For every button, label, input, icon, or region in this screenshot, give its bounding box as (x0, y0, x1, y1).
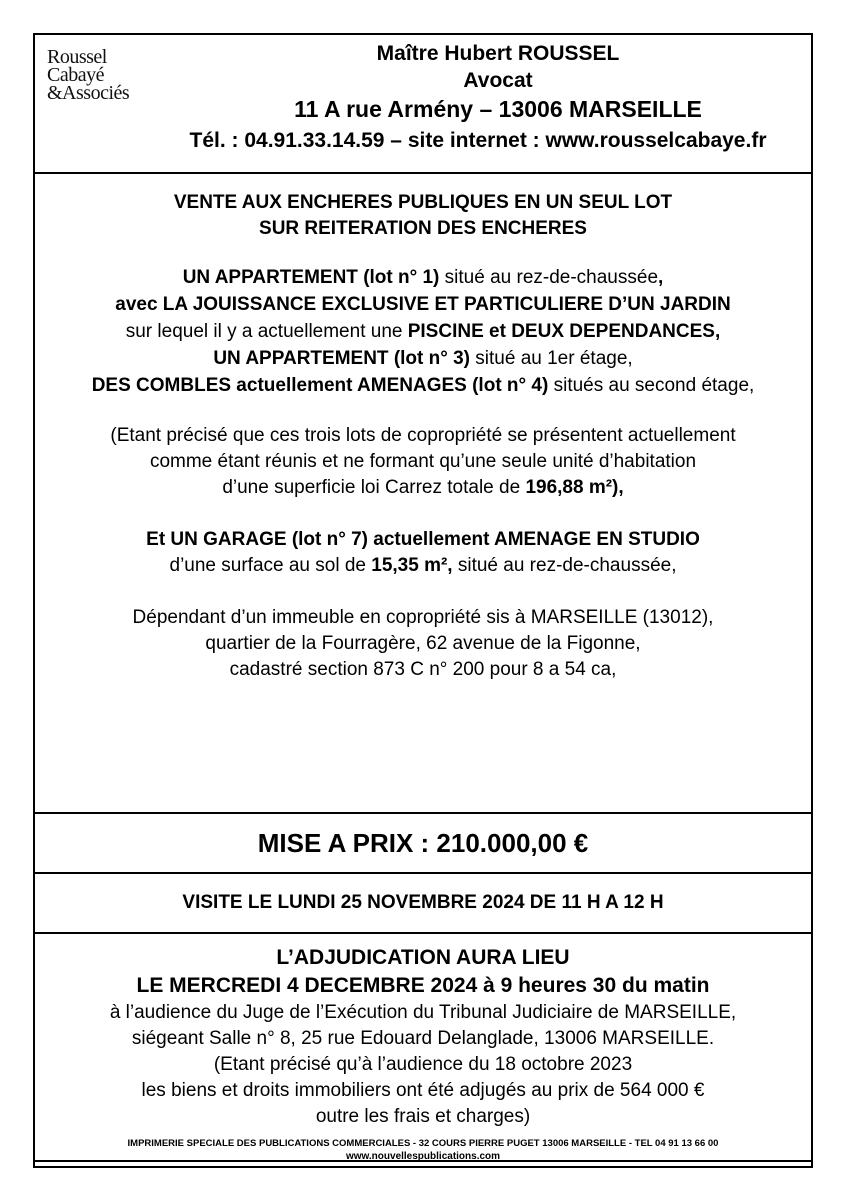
printer-footer (35, 1134, 811, 1166)
lot-3-line (35, 345, 811, 372)
logo-line-2: Cabayé (47, 64, 104, 86)
logo-line-3: &Associés (47, 82, 130, 104)
lawyer-address: 11 A rue Armény – 13006 MARSEILLE (294, 96, 702, 122)
lot-3-title: UN APPARTEMENT (lot n° 3) (213, 348, 471, 369)
lawyer-role: Avocat (463, 69, 533, 92)
adjudication-court: à l’audience du Juge de l’Exécution du Tribunal Judiciaire de MARSEILLE, (109, 1002, 737, 1023)
area-value: 196,88 m²), (525, 477, 624, 498)
adjudication-date: LE MERCREDI 4 DECEMBRE 2024 à 9 heures 30 du matin (136, 974, 710, 997)
building-line-2: quartier de la Fourragère, 62 avenue de la Figonne, (205, 633, 641, 654)
adjudication-note-2: les biens et droits immobiliers ont été adjugés au prix de 564 000 € (141, 1080, 705, 1101)
header-section (35, 35, 811, 174)
garage-surface-location: situé au rez-de-chaussée, (452, 555, 677, 576)
starting-price: MISE A PRIX : 210.000,00 € (257, 828, 589, 858)
sale-title-1: VENTE AUX ENCHERES PUBLIQUES EN UN SEUL LOT (173, 192, 673, 213)
adjudication-note-1: (Etant précisé qu’à l’audience du 18 octobre 2023 (213, 1054, 633, 1075)
printer-website: www.nouvellespublications.com (345, 1151, 501, 1162)
garden-line: avec LA JOUISSANCE EXCLUSIVE ET PARTICULIERE D’UN JARDIN (115, 294, 731, 315)
garage-title: Et UN GARAGE (lot n° 7) actuellement AMENAGE EN STUDIO (146, 529, 700, 550)
price-section (35, 814, 811, 874)
lot-1-title: UN APPARTEMENT (lot n° 1) (182, 267, 440, 288)
printer-address: IMPRIMERIE SPECIALE DES PUBLICATIONS COMMERCIALES - 32 COURS PIERRE PUGET 13006 MARSEILLE - TEL 04 91 13 66 00 (127, 1138, 719, 1149)
building-line-1: Dépendant d’un immeuble en copropriété sis à MARSEILLE (13012), (132, 607, 714, 628)
precision-line-2: comme étant réunis et ne formant qu’une seule unité d’habitation (149, 451, 697, 472)
firm-logo (47, 48, 129, 102)
lawyer-contact: Tél. : 04.91.33.14.59 – site internet : www.rousselcabaye.fr (189, 129, 767, 152)
lot-4-location: situés au second étage, (548, 375, 755, 396)
sale-title-2: SUR REITERATION DES ENCHERES (259, 218, 587, 239)
visit-date: VISITE LE LUNDI 25 NOVEMBRE 2024 DE 11 H A 12 H (182, 892, 664, 913)
logo-line-1: Roussel (47, 46, 107, 68)
lot-4-line (35, 372, 811, 399)
garage-surface (35, 553, 811, 579)
lot-1-comma: , (658, 267, 664, 288)
lot-1-location: situé au rez-de-chaussée (439, 267, 659, 288)
visit-section (35, 874, 811, 934)
precision-line-3 (35, 475, 811, 501)
building-line-3: cadastré section 873 C n° 200 pour 8 a 54 ca, (229, 659, 617, 680)
lot-3-location: situé au 1er étage, (470, 348, 633, 369)
garage-surface-prefix: d’une surface au sol de (169, 555, 372, 576)
lot-4-title: DES COMBLES actuellement AMENAGES (lot n° 4) (91, 375, 549, 396)
lawyer-info (185, 40, 811, 157)
sale-section (35, 174, 811, 814)
adjudication-title: L’ADJUDICATION AURA LIEU (276, 946, 570, 969)
pool-features: PISCINE et DEUX DEPENDANCES, (407, 321, 721, 342)
adjudication-section (35, 934, 811, 1162)
precision-line-1: (Etant précisé que ces trois lots de copropriété se présentent actuellement (110, 425, 736, 446)
area-prefix: d’une superficie loi Carrez totale de (222, 477, 526, 498)
lawyer-name: Maître Hubert ROUSSEL (376, 42, 620, 65)
pool-prefix: sur lequel il y a actuellement une (125, 321, 408, 342)
adjudication-room: siégeant Salle n° 8, 25 rue Edouard Delanglade, 13006 MARSEILLE. (131, 1028, 715, 1049)
adjudication-note-3: outre les frais et charges) (315, 1106, 531, 1127)
lot-1-line (35, 264, 811, 291)
garage-surface-value: 15,35 m², (371, 555, 453, 576)
notice-frame (33, 33, 813, 1168)
pool-line (35, 318, 811, 345)
